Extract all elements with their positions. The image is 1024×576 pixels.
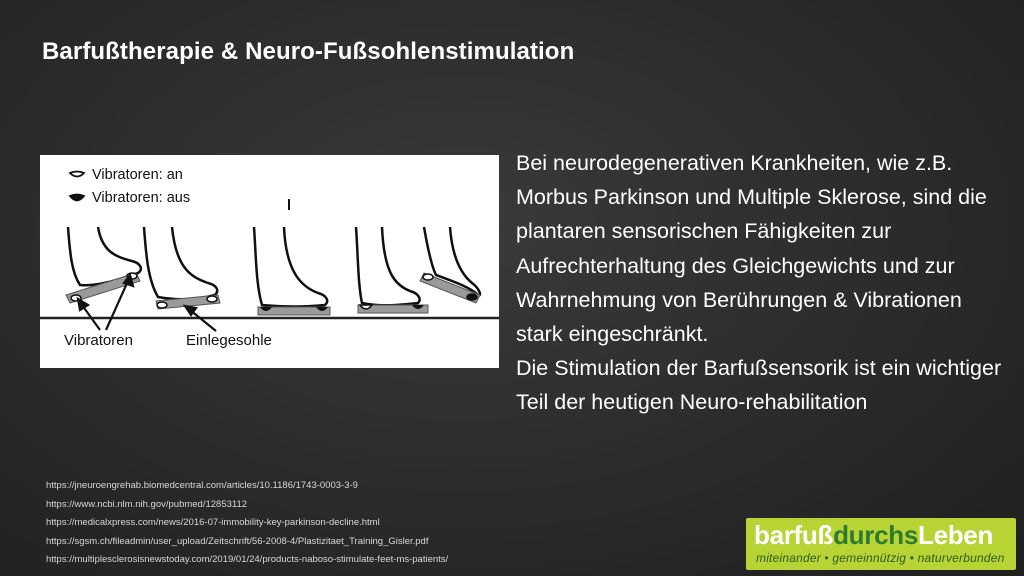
vibrator-off-icon — [70, 195, 84, 201]
brand-logo — [746, 518, 1016, 570]
reference-link[interactable]: https://www.ncbi.nlm.nih.gov/pubmed/12853112 — [46, 498, 248, 510]
reference-link[interactable]: https://multiplesclerosisnewstoday.com/2019/01/24/products-naboso-stimulate-feet-ms-patients/ — [46, 554, 449, 566]
gait-figure — [40, 155, 499, 368]
body-text — [516, 146, 1006, 420]
reference-link[interactable]: https://jneuroengrehab.biomedcentral.com/articles/10.1186/1743-0003-3-9 — [46, 480, 358, 491]
logo-part-b: durchs — [833, 520, 918, 550]
reference-link[interactable]: https://sgsm.ch/fileadmin/user_upload/Zeitschrift/56-2008-4/Plastizitaet_Training_Gisler.pdf — [46, 535, 429, 547]
legend-on-label: Vibratoren: an — [92, 167, 183, 183]
foot-step-5 — [420, 227, 480, 303]
label-vibrators: Vibratoren — [64, 332, 133, 349]
reference-link[interactable]: https://medicalxpress.com/news/2016-07-immobility-key-parkinson-decline.html — [46, 517, 380, 529]
logo-part-a: barfuß — [754, 520, 834, 550]
foot-step-3 — [254, 227, 330, 315]
legend-off-label: Vibratoren: aus — [92, 190, 191, 206]
paragraph-2: Die Stimulation der Barfußsensorik ist ein wichtiger Teil der heutigen Neuro-rehabilitation — [516, 356, 1002, 415]
logo-part-c: Leben — [917, 520, 994, 550]
logo-tagline: miteinander • gemeinnützig • naturverbunden — [756, 551, 1005, 565]
reference-list — [46, 477, 448, 570]
slide-title: Barfußtherapie & Neuro-Fußsohlenstimulation — [42, 38, 575, 65]
label-insole: Einlegesohle — [186, 332, 272, 349]
paragraph-1: Bei neurodegenerativen Krankheiten, wie z.B. Morbus Parkinson und Multiple Sklerose, sind die plantaren sensorischen Fähigkeiten zur Aufrechterhaltung des Gleichgewichts und zur Wahrnehmung von Berührungen & Vibrationen stark eingeschränkt. — [516, 151, 987, 347]
foot-step-4 — [356, 227, 428, 313]
logo-wordmark — [754, 520, 993, 551]
foot-step-1 — [66, 227, 141, 303]
vibrator-on-icon — [70, 172, 84, 177]
foot-step-2 — [144, 227, 220, 309]
